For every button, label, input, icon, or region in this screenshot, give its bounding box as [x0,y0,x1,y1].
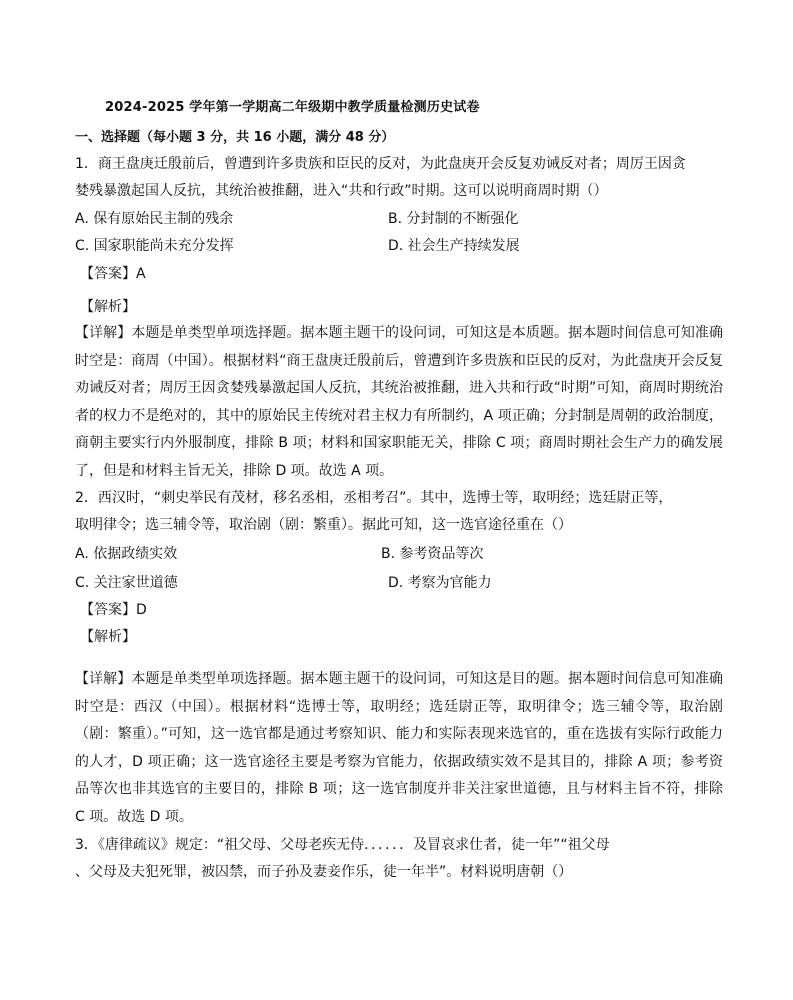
q2-option-c: C. 关注家世道德 [75,575,178,591]
q1-option-a: A. 保有原始民主制的残余 [75,211,234,227]
q1-option-b: B. 分封制的不断强化 [388,211,519,227]
q2-stem-line2: 取明律令；选三辅令等，取治剧（剧：繁重）。据此可知，这一选官途径重在（） [75,517,572,533]
section-heading: 一、选择题（每小题 3 分，共 16 小题，满分 48 分） [75,130,395,145]
q1-detail-paragraph: 【详解】本题是单类型单项选择题。据本题主题干的设问词，可知这是本质题。据本题时间信息可知准确时空是：商周（中国）。根据材料“商王盘庚迁殷前后，曾遭到许多贵族和臣民的反对，为此盘庚开会反复劝诫反对者；周厉王因贪婪残暴激起国人反抗，其统治被推翻，进入共和行政“时期”可知，商周时期统治者的权力不是绝对的，其中的原始民主传统对君主权力有所制约，A 项正确；分封制是周朝的政治制度，商朝主要实行内外服制度，排除 B 项；材料和国家职能无关，排除 C 项；商周时期社会生产力的确发展了，但是和材料主旨无关，排除 D 项。故选 A 项。 [75,325,723,479]
q1-answer: 【答案】A [80,266,146,282]
q2-analysis-label: 【解析】 [80,629,136,645]
q2-stem-line1: 2．西汉时，“刺史举民有茂材，移名丞相，丞相考召”。其中，选博士等，取明经；选廷尉正等， [75,490,673,506]
q1-stem-line1: 1．商王盘庚迁殷前后，曾遭到许多贵族和臣民的反对，为此盘庚开会反复劝诫反对者；周厉王因贪 [75,156,686,172]
q2-detail-paragraph: 【详解】本题是单类型单项选择题。据本题主题干的设问词，可知这是目的题。据本题时间信息可知准确时空是：西汉（中国）。根据材料“选博士等，取明经；选廷尉正等，取明律令；选三辅令等，取治剧（剧：繁重）。”可知，这一选官都是通过考察知识、能力和实际表现来选官的，重在选拔有实际行政能力的人才，D 项正确；这一选官途径主要是考察为官能力，依据政绩实效不是其目的，排除 A 项；参考资品等次也非其选官的主要目的，排除 B 项；这一选官制度并非关注家世道德，且与材料主旨不符，排除 C 项。故选 D 项。 [75,671,723,825]
q2-answer: 【答案】D [80,602,147,618]
q1-analysis-label: 【解析】 [80,299,136,315]
q2-option-a: A. 依据政绩实效 [75,546,178,562]
q3-stem-line1: 3．《唐律疏议》规定：“祖父母、父母老疾无侍．．．．．．及冒哀求仕者，徒一年”“祖父母 [75,837,610,853]
q1-option-d: D. 社会生产持续发展 [388,238,520,254]
q1-option-c: C. 国家职能尚未充分发挥 [75,238,234,254]
q2-option-d: D. 考察为官能力 [388,575,492,591]
q3-stem-line2: 、父母及夫犯死罪，被囚禁，而子孙及妻妾作乐，徒一年半”。材料说明唐朝（） [75,864,573,880]
exam-title: 2024-2025 学年第一学期高二年级期中教学质量检测历史试卷 [105,100,480,115]
q2-option-b: B. 参考资品等次 [381,546,484,562]
q1-stem-line2: 婪残暴激起国人反抗，其统治被推翻，进入“共和行政”时期。这可以说明商周时期（） [75,183,608,199]
